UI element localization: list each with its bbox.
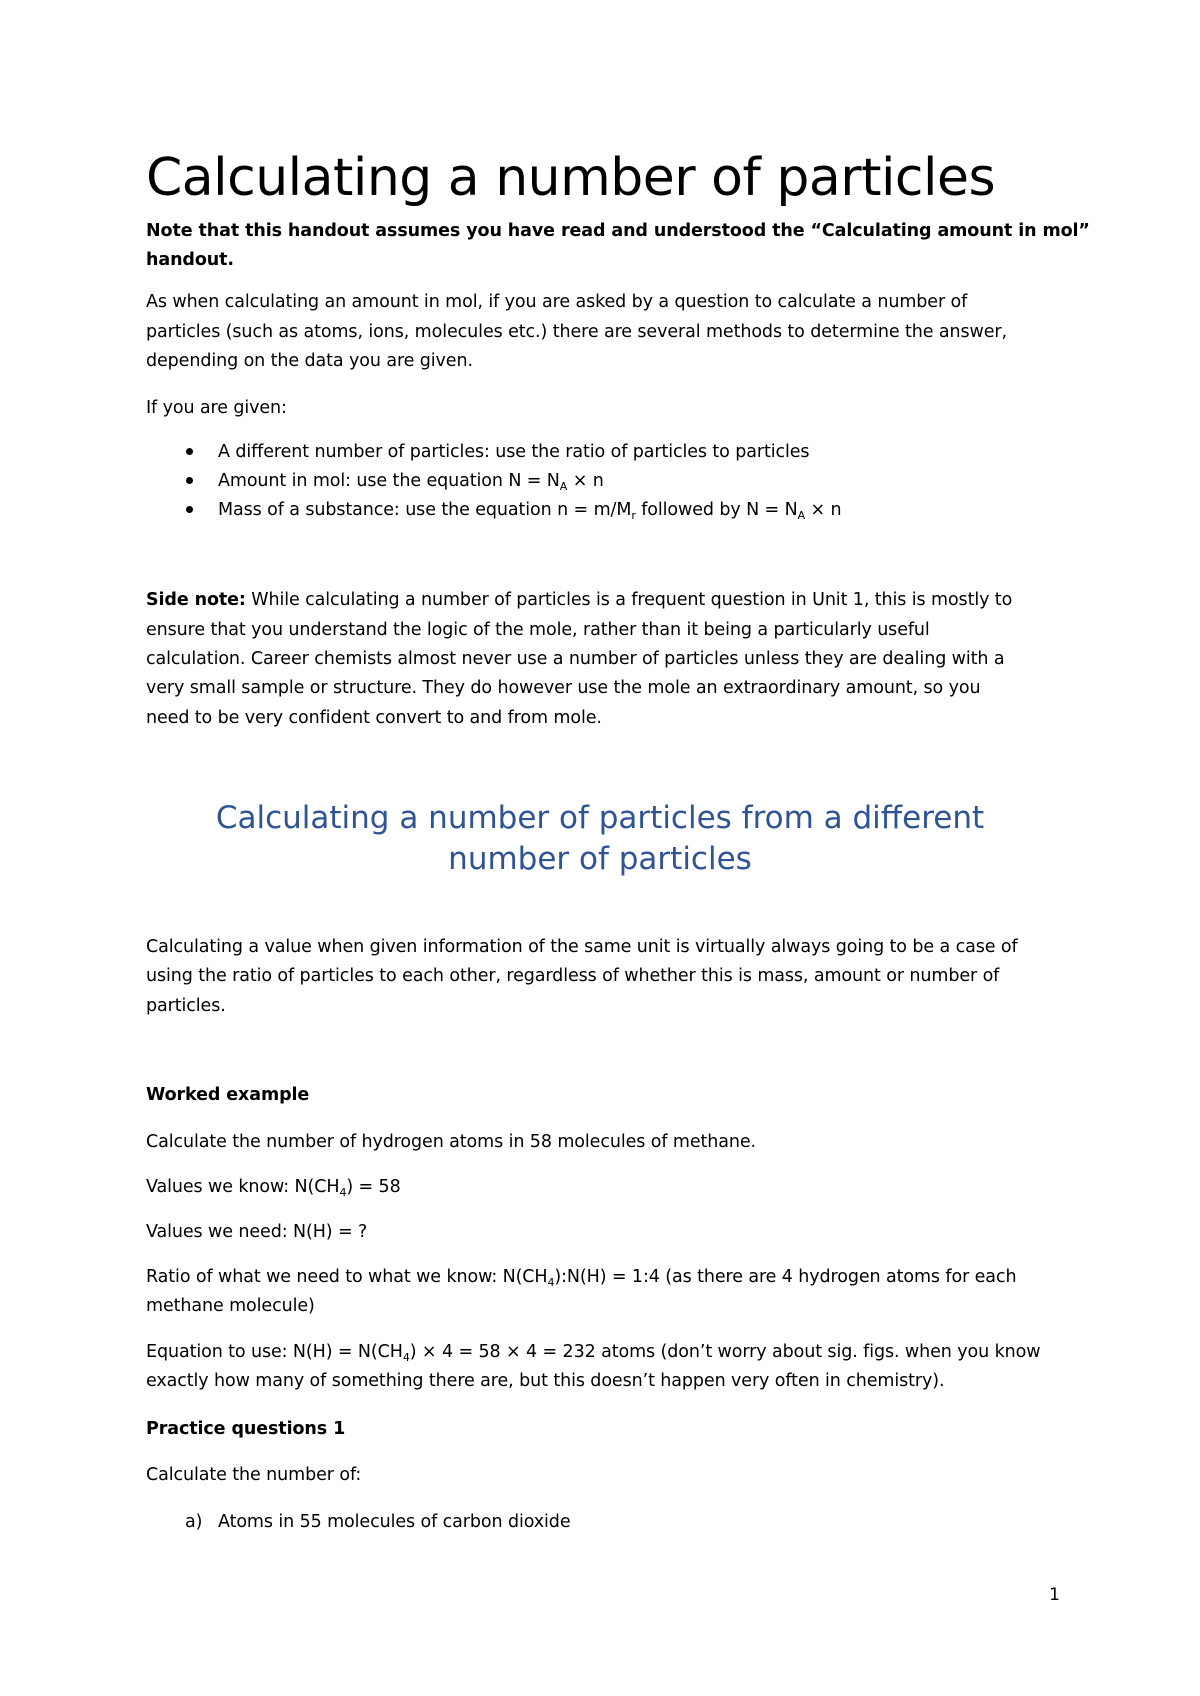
intro-line-1: As when calculating an amount in mol, if you are asked by a question to calculate a number of: [146, 292, 968, 312]
note-line-2: handout.: [146, 250, 234, 270]
section-line-2: using the ratio of particles to each other, regardless of whether this is mass, amount or number of: [146, 966, 1000, 986]
bullet-item-3: Mass of a substance: use the equation $n = m/M_r$ followed by $N = N_A \times n$: [218, 500, 842, 522]
practice-intro: Calculate the number of:: [146, 1465, 362, 1485]
bullet-icon: [186, 506, 193, 513]
equation-line-1: Equation to use: $N(H) = N(CH_4) \times 4 = 58 \times 4 = 232$ atoms (don’t worry about sig. figs. when you know: [146, 1342, 1041, 1364]
intro-line-3: depending on the data you are given.: [146, 351, 473, 371]
worked-example-question: Calculate the number of hydrogen atoms in 58 molecules of methane.: [146, 1132, 756, 1152]
side-note-line-5: need to be very confident convert to and from mole.: [146, 708, 602, 728]
practice-item-marker: a): [185, 1512, 203, 1532]
page-number: 1: [1049, 1585, 1060, 1605]
bullet-icon: [186, 477, 193, 484]
values-needed: Values we need: N(H) = ?: [146, 1222, 368, 1242]
intro-line-2: particles (such as atoms, ions, molecules etc.) there are several methods to determine the answer,: [146, 322, 1007, 342]
bullet-item-2: Amount in mol: use the equation $N = N_A \times n$: [218, 471, 604, 493]
bullet-item-1: A different number of particles: use the ratio of particles to particles: [218, 442, 810, 462]
section-line-3: particles.: [146, 996, 226, 1016]
values-known: Values we know: $N(CH_4) = 58$: [146, 1177, 401, 1199]
equation-line-2: exactly how many of something there are, but this doesn’t happen very often in chemistry).: [146, 1371, 945, 1391]
section-line-1: Calculating a value when given information of the same unit is virtually always going to be a case of: [146, 937, 1018, 957]
side-note-line-4: very small sample or structure. They do however use the mole an extraordinary amount, so you: [146, 678, 981, 698]
worked-example-heading: Worked example: [146, 1085, 310, 1105]
ratio-line-1: Ratio of what we need to what we know: $N(CH_4):N(H)$ = 1:4 (as there are 4 hydrogen atoms for each: [146, 1267, 1017, 1289]
page-title: Calculating a number of particles: [146, 148, 996, 208]
section-heading-line-1: Calculating a number of particles from a different: [215, 800, 985, 836]
section-heading: [0, 798, 1200, 880]
side-note-line-1: Side note: While calculating a number of particles is a frequent question in Unit 1, this is mostly to: [146, 590, 1013, 610]
note-line-1: Note that this handout assumes you have read and understood the “Calculating amount in mol”: [146, 221, 1090, 241]
section-heading-line-2: number of particles: [448, 841, 752, 877]
side-note-line-2: ensure that you understand the logic of the mole, rather than it being a particularly useful: [146, 620, 930, 640]
practice-heading: Practice questions 1: [146, 1419, 346, 1439]
side-note-line-3: calculation. Career chemists almost never use a number of particles unless they are dealing with a: [146, 649, 1005, 669]
ratio-line-2: methane molecule): [146, 1296, 315, 1316]
if-given-label: If you are given:: [146, 398, 287, 418]
practice-item: Atoms in 55 molecules of carbon dioxide: [218, 1512, 571, 1532]
bullet-icon: [186, 448, 193, 455]
